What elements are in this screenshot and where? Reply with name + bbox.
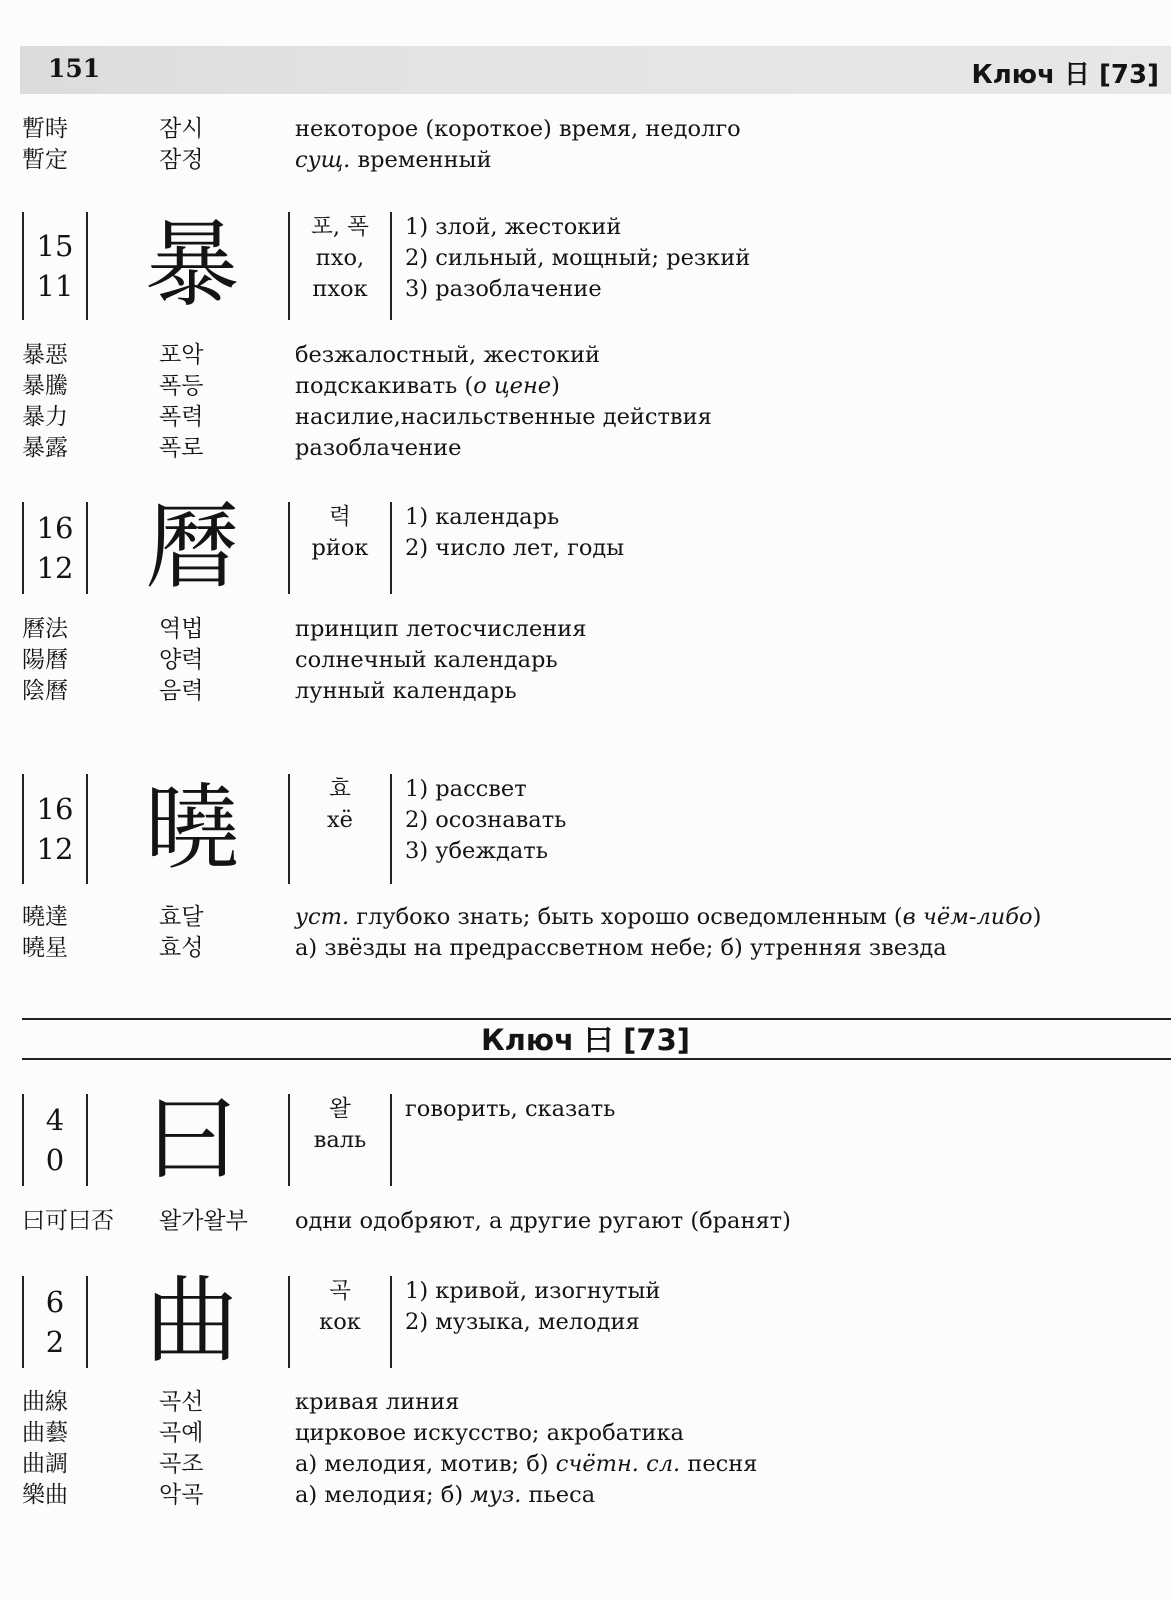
reading: валь — [313, 1127, 367, 1153]
compound-hanja: 曉達 — [22, 904, 68, 930]
compound-row — [22, 402, 1171, 433]
compound-hanja: 暴惡 — [22, 342, 68, 368]
meaning-text: разоблачение — [295, 435, 462, 461]
compound-row — [22, 433, 1171, 464]
compound-row — [22, 1206, 1171, 1237]
meaning-line: 1) календарь — [405, 504, 560, 530]
compound-hangul: 양력 — [159, 647, 204, 673]
headword-character: 曰 — [144, 1085, 239, 1194]
meanings-column — [405, 212, 750, 305]
meaning-line: 2) музыка, мелодия — [405, 1309, 640, 1335]
reading: 력 — [329, 504, 351, 530]
character-entry — [22, 1085, 1162, 1194]
compound-hangul: 효성 — [159, 935, 204, 961]
compound-hangul: 곡예 — [159, 1420, 204, 1446]
compound-row — [22, 902, 1171, 933]
compound-hangul: 음력 — [159, 678, 204, 704]
compound-hangul: 잠정 — [159, 147, 204, 173]
compound-meaning — [295, 1480, 595, 1511]
compound-meaning — [295, 145, 492, 176]
compound-meaning — [295, 614, 586, 645]
meaning-text: принцип летосчисления — [295, 616, 587, 642]
stroke-number: 2 — [45, 1325, 65, 1359]
stroke-count — [22, 774, 88, 884]
section-title: Ключ 曰 [73] — [480, 1023, 691, 1057]
compound-row — [22, 614, 1171, 645]
compound-meaning — [295, 933, 947, 964]
reading: кок — [319, 1309, 361, 1335]
meaning-text: лунный календарь — [295, 678, 517, 704]
compound-row — [22, 1480, 1171, 1511]
compound-row — [22, 645, 1171, 676]
compound-hanja: 曆法 — [22, 616, 68, 642]
grammar-label: сущ. — [295, 147, 351, 173]
stroke-number: 16 — [36, 511, 74, 545]
compound-meaning — [295, 1387, 459, 1418]
character-entry — [22, 1267, 1162, 1376]
compound-meaning — [295, 1206, 791, 1237]
compound-hanja: 曲線 — [22, 1389, 68, 1415]
readings-column — [288, 774, 392, 884]
compound-hanja: 曲調 — [22, 1451, 68, 1477]
compound-hanja: 暫時 — [22, 116, 68, 142]
compound-meaning — [295, 902, 1041, 933]
headword-character: 曉 — [144, 774, 239, 883]
readings-column — [288, 502, 392, 594]
headword-character: 曲 — [144, 1267, 239, 1376]
compound-meaning — [295, 371, 560, 402]
meaning-line: 2) число лет, годы — [405, 535, 625, 561]
compound-hangul: 곡선 — [159, 1389, 204, 1415]
reading: хё — [326, 807, 353, 833]
compound-hangul: 효달 — [159, 904, 204, 930]
stroke-number: 11 — [36, 269, 74, 303]
compound-list — [22, 114, 1171, 176]
compound-meaning — [295, 645, 558, 676]
readings-column — [288, 1276, 392, 1368]
meaning-text: временный — [350, 147, 492, 173]
compound-hangul: 잠시 — [159, 116, 204, 142]
compound-row — [22, 676, 1171, 707]
compound-list — [22, 614, 1171, 707]
meaning-line: 3) убеждать — [405, 838, 549, 864]
grammar-label: в чём-либо — [902, 904, 1033, 930]
meanings-column — [405, 1276, 660, 1338]
compound-row — [22, 145, 1171, 176]
meaning-line: 2) осознавать — [405, 807, 567, 833]
compound-row — [22, 933, 1171, 964]
grammar-label: счётн. сл. — [555, 1451, 681, 1477]
meaning-line: 1) злой, жестокий — [405, 214, 622, 240]
compound-hangul: 폭로 — [159, 435, 204, 461]
stroke-number: 16 — [36, 792, 74, 826]
compound-meaning — [295, 1418, 684, 1449]
meaning-text: цирковое искусство; акробатика — [295, 1420, 684, 1446]
grammar-label: муз. — [470, 1482, 522, 1508]
meaning-text: пьеса — [521, 1482, 596, 1508]
compound-hanja: 陽曆 — [22, 647, 68, 673]
headword-character: 暴 — [144, 211, 239, 320]
stroke-count — [22, 1094, 88, 1186]
character-entry — [22, 493, 1162, 602]
compound-hanja: 曰可曰否 — [22, 1208, 114, 1234]
grammar-label: уст. — [295, 904, 350, 930]
compound-meaning — [295, 402, 712, 433]
stroke-number: 12 — [36, 551, 74, 585]
compound-list — [22, 1206, 1171, 1237]
readings-column — [288, 212, 392, 320]
compound-hanja: 陰曆 — [22, 678, 68, 704]
meaning-text: а) мелодия, мотив; б) — [295, 1451, 556, 1477]
meaning-line: 1) кривой, изогнутый — [405, 1278, 661, 1304]
stroke-count — [22, 502, 88, 594]
reading: 포, 폭 — [311, 214, 369, 240]
compound-hanja: 曉星 — [22, 935, 68, 961]
character-entry — [22, 774, 1162, 884]
stroke-number: 15 — [36, 229, 74, 263]
compound-hangul: 곡조 — [159, 1451, 204, 1477]
section-rule-top — [22, 1018, 1171, 1020]
meaning-text: солнечный календарь — [295, 647, 558, 673]
compound-hanja: 暴騰 — [22, 373, 68, 399]
meanings-column — [405, 774, 566, 867]
reading: пхо, — [315, 245, 365, 271]
reading: 효 — [329, 776, 351, 802]
compound-hangul: 포악 — [159, 342, 204, 368]
compound-hanja: 暫定 — [22, 147, 68, 173]
meaning-text: песня — [680, 1451, 758, 1477]
meaning-text: ) — [551, 373, 560, 399]
stroke-number: 4 — [45, 1103, 65, 1137]
meaning-text: безжалостный, жестокий — [295, 342, 601, 368]
compound-hangul: 폭력 — [159, 404, 204, 430]
compound-hanja: 樂曲 — [22, 1482, 68, 1508]
meanings-column — [405, 502, 624, 564]
reading: пхок — [312, 276, 368, 302]
meaning-line: 1) рассвет — [405, 776, 527, 802]
running-head: Ключ 日 [73] — [971, 60, 1159, 90]
reading: 곡 — [329, 1278, 351, 1304]
meaning-line: говорить, сказать — [405, 1096, 616, 1122]
compound-meaning — [295, 114, 741, 145]
page-number: 151 — [48, 54, 101, 83]
meanings-column — [405, 1094, 615, 1125]
meaning-text: кривая линия — [295, 1389, 460, 1415]
compound-list — [22, 1387, 1171, 1511]
stroke-count — [22, 1276, 88, 1368]
meaning-text: ) — [1032, 904, 1042, 930]
compound-row — [22, 1387, 1171, 1418]
compound-row — [22, 1449, 1171, 1480]
stroke-count — [22, 212, 88, 320]
meaning-text: а) звёзды на предрассветном небе; б) утренняя звезда — [295, 935, 947, 961]
grammar-label: о цене — [473, 373, 552, 399]
stroke-number: 12 — [36, 832, 74, 866]
meaning-line: 3) разоблачение — [405, 276, 602, 302]
meaning-text: глубоко знать; быть хорошо осведомленным ( — [349, 904, 903, 930]
compound-hanja: 暴露 — [22, 435, 68, 461]
compound-hangul: 역법 — [159, 616, 204, 642]
compound-hangul: 왈가왈부 — [159, 1208, 248, 1234]
section-rule-bottom — [22, 1058, 1171, 1060]
compound-hanja: 曲藝 — [22, 1420, 68, 1446]
headword-character: 曆 — [144, 493, 239, 602]
compound-hangul: 폭등 — [159, 373, 204, 399]
compound-meaning — [295, 433, 461, 464]
compound-meaning — [295, 676, 517, 707]
compound-hanja: 暴力 — [22, 404, 68, 430]
compound-row — [22, 114, 1171, 145]
compound-hangul: 악곡 — [159, 1482, 204, 1508]
meaning-text: одни одобряют, а другие ругают (бранят) — [295, 1208, 791, 1234]
meaning-line: 2) сильный, мощный; резкий — [405, 245, 751, 271]
meaning-text: некоторое (короткое) время, недолго — [295, 116, 741, 142]
compound-list — [22, 340, 1171, 464]
stroke-number: 6 — [45, 1285, 65, 1319]
compound-row — [22, 371, 1171, 402]
meaning-text: насилие,насильственные действия — [295, 404, 712, 430]
compound-meaning — [295, 340, 600, 371]
stroke-number: 0 — [45, 1143, 65, 1177]
reading: рйок — [311, 535, 369, 561]
compound-row — [22, 340, 1171, 371]
compound-row — [22, 1418, 1171, 1449]
compound-list — [22, 902, 1171, 964]
compound-meaning — [295, 1449, 757, 1480]
readings-column — [288, 1094, 392, 1186]
meaning-text: а) мелодия; б) — [295, 1482, 471, 1508]
reading: 왈 — [329, 1096, 351, 1122]
character-entry — [22, 212, 1162, 320]
meaning-text: подскакивать ( — [295, 373, 474, 399]
